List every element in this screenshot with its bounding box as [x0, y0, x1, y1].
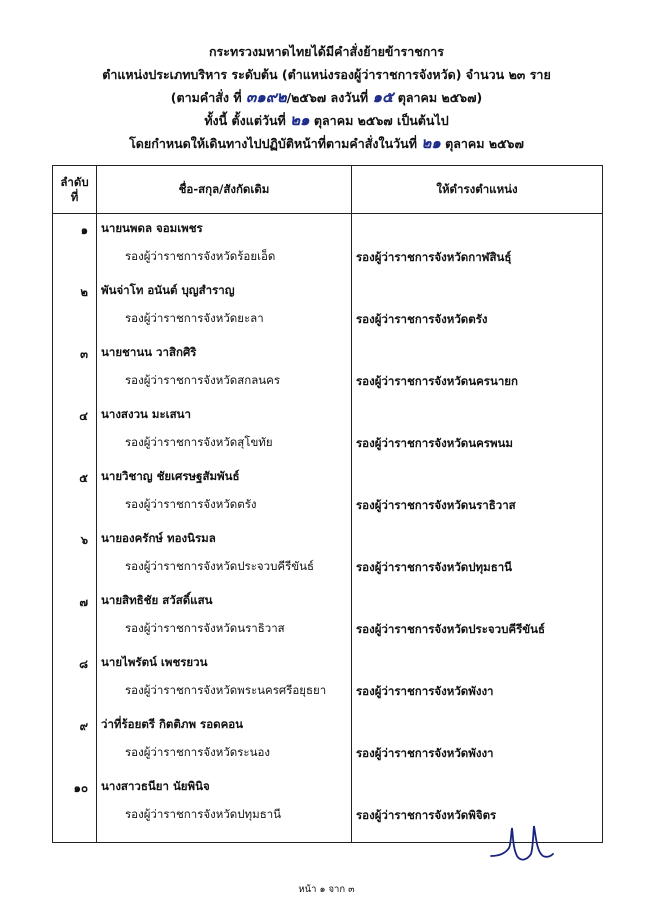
- header-line-3: [0, 86, 653, 109]
- order-date-prefix: /๒๕๖๗ ลงวันที่: [286, 90, 369, 105]
- new-position-cell: [352, 400, 603, 462]
- order-number-prefix: (ตามคำสั่ง ที่: [170, 90, 242, 105]
- travel-day-handwritten: ๒๑: [421, 134, 441, 152]
- row-number-cell: [53, 276, 97, 338]
- new-position: รองผู้ว่าราชการจังหวัดกาฬสินธุ์: [356, 250, 512, 264]
- row-number: ๒: [80, 285, 88, 299]
- name-cell: [97, 462, 352, 524]
- row-number: ๑๐: [73, 781, 88, 795]
- person-name: นายสิทธิชัย สวัสดิ์แสน: [101, 593, 213, 607]
- table-row: [53, 710, 603, 772]
- person-name: นายองครักษ์ ทองนิรมล: [101, 531, 216, 545]
- former-position: รองผู้ว่าราชการจังหวัดสกลนคร: [125, 373, 281, 387]
- new-position-cell: [352, 276, 603, 338]
- new-position-cell: [352, 648, 603, 710]
- table-row: [53, 214, 603, 277]
- table-row: [53, 586, 603, 648]
- former-position: รองผู้ว่าราชการจังหวัดสุโขทัย: [125, 435, 273, 449]
- column-header-number-line-2: ที่: [70, 189, 79, 204]
- new-position-cell: [352, 338, 603, 400]
- name-cell: [97, 772, 352, 843]
- new-position: รองผู้ว่าราชการจังหวัดประจวบคีรีขันธ์: [356, 622, 546, 636]
- effective-date-prefix: ทั้งนี้ ตั้งแต่วันที่: [204, 113, 286, 128]
- person-name: นายชานน วาสิกศิริ: [101, 345, 197, 359]
- row-number-cell: [53, 462, 97, 524]
- header-line-4: [0, 109, 653, 132]
- new-position-cell: [352, 462, 603, 524]
- name-cell: [97, 400, 352, 462]
- column-header-new-position: ให้ดำรงตำแหน่ง: [352, 166, 603, 214]
- former-position: รองผู้ว่าราชการจังหวัดยะลา: [125, 311, 264, 325]
- former-position: รองผู้ว่าราชการจังหวัดนราธิวาส: [125, 621, 285, 635]
- row-number: ๑: [80, 223, 88, 237]
- row-number-cell: [53, 400, 97, 462]
- row-number-cell: [53, 586, 97, 648]
- new-position: รองผู้ว่าราชการจังหวัดพังงา: [356, 684, 494, 698]
- new-position: รองผู้ว่าราชการจังหวัดพิจิตร: [356, 808, 497, 822]
- person-name: นายวิชาญ ชัยเศรษฐสัมพันธ์: [101, 469, 240, 483]
- former-position: รองผู้ว่าราชการจังหวัดพระนครศรีอยุธยา: [125, 683, 327, 697]
- person-name: นางสงวน มะเสนา: [101, 407, 191, 421]
- new-position: รองผู้ว่าราชการจังหวัดนครพนม: [356, 436, 514, 450]
- former-position: รองผู้ว่าราชการจังหวัดตรัง: [125, 497, 257, 511]
- table-row: [53, 338, 603, 400]
- header-line-2: ตำแหน่งประเภทบริหาร ระดับต้น (ตำแหน่งรองผู้ว่าราชการจังหวัด) จำนวน ๒๓ ราย: [102, 67, 551, 82]
- effective-day-handwritten: ๒๑: [290, 111, 310, 129]
- row-number: ๖: [80, 533, 88, 547]
- travel-date-prefix: โดยกำหนดให้เดินทางไปปฏิบัติหน้าที่ตามคำสั่งในวันที่: [129, 136, 417, 151]
- row-number-cell: [53, 214, 97, 277]
- row-number: ๘: [79, 657, 88, 671]
- new-position: รองผู้ว่าราชการจังหวัดตรัง: [356, 312, 488, 326]
- new-position: รองผู้ว่าราชการจังหวัดปทุมธานี: [356, 560, 513, 574]
- row-number: ๓: [80, 347, 88, 361]
- name-cell: [97, 338, 352, 400]
- new-position: รองผู้ว่าราชการจังหวัดนราธิวาส: [356, 498, 516, 512]
- name-cell: [97, 214, 352, 277]
- new-position: รองผู้ว่าราชการจังหวัดพังงา: [356, 746, 494, 760]
- person-name: นางสาวธนียา นัยพินิจ: [101, 779, 210, 793]
- name-cell: [97, 648, 352, 710]
- header-line-1: กระทรวงมหาดไทยได้มีคำสั่งย้ายข้าราชการ: [208, 44, 445, 59]
- table-row: [53, 648, 603, 710]
- former-position: รองผู้ว่าราชการจังหวัดประจวบคีรีขันธ์: [125, 559, 315, 573]
- transfer-table: [52, 165, 603, 843]
- row-number-cell: [53, 338, 97, 400]
- row-number-cell: [53, 772, 97, 843]
- person-name: นายไพรัตน์ เพชรยวน: [101, 655, 208, 669]
- name-cell: [97, 524, 352, 586]
- former-position: รองผู้ว่าราชการจังหวัดปทุมธานี: [125, 807, 282, 821]
- table-row: [53, 400, 603, 462]
- new-position-cell: [352, 214, 603, 277]
- table-header-row: [53, 166, 603, 214]
- new-position-cell: [352, 586, 603, 648]
- table-row: [53, 462, 603, 524]
- former-position: รองผู้ว่าราชการจังหวัดระนอง: [125, 745, 270, 759]
- order-day-handwritten: ๑๕: [372, 88, 394, 106]
- new-position-cell: [352, 524, 603, 586]
- column-header-name: ชื่อ-สกุล/สังกัดเดิม: [97, 166, 352, 214]
- former-position: รองผู้ว่าราชการจังหวัดร้อยเอ็ด: [125, 249, 276, 263]
- row-number: ๕: [79, 471, 88, 485]
- page-number: หน้า ๑ จาก ๓: [298, 884, 355, 895]
- name-cell: [97, 276, 352, 338]
- order-number-handwritten: ๓๑๙๒: [245, 88, 287, 106]
- signature-stroke: [491, 826, 553, 860]
- new-position-cell: [352, 772, 603, 843]
- row-number: ๔: [79, 409, 88, 423]
- name-cell: [97, 710, 352, 772]
- column-header-number-line-1: ลำดับ: [60, 174, 89, 189]
- signature-mark: [487, 818, 557, 868]
- column-header-number: [53, 166, 97, 214]
- table-row: [53, 524, 603, 586]
- new-position: รองผู้ว่าราชการจังหวัดนครนายก: [356, 374, 518, 388]
- header-line-5: [0, 132, 653, 155]
- row-number-cell: [53, 524, 97, 586]
- order-date-suffix: ตุลาคม ๒๕๖๗): [397, 90, 483, 105]
- name-cell: [97, 586, 352, 648]
- person-name: พันจ่าโท อนันต์ บุญสำราญ: [101, 283, 235, 297]
- row-number: ๙: [79, 719, 88, 733]
- table-row: [53, 276, 603, 338]
- row-number: ๗: [79, 595, 88, 609]
- person-name: ว่าที่ร้อยตรี กิตติภพ รอดคอน: [101, 717, 244, 731]
- row-number-cell: [53, 710, 97, 772]
- travel-date-suffix: ตุลาคม ๒๕๖๗: [445, 136, 524, 151]
- effective-date-suffix: ตุลาคม ๒๕๖๗ เป็นต้นไป: [313, 113, 449, 128]
- document-header: [0, 40, 653, 155]
- person-name: นายนพดล จอมเพชร: [101, 221, 203, 235]
- row-number-cell: [53, 648, 97, 710]
- new-position-cell: [352, 710, 603, 772]
